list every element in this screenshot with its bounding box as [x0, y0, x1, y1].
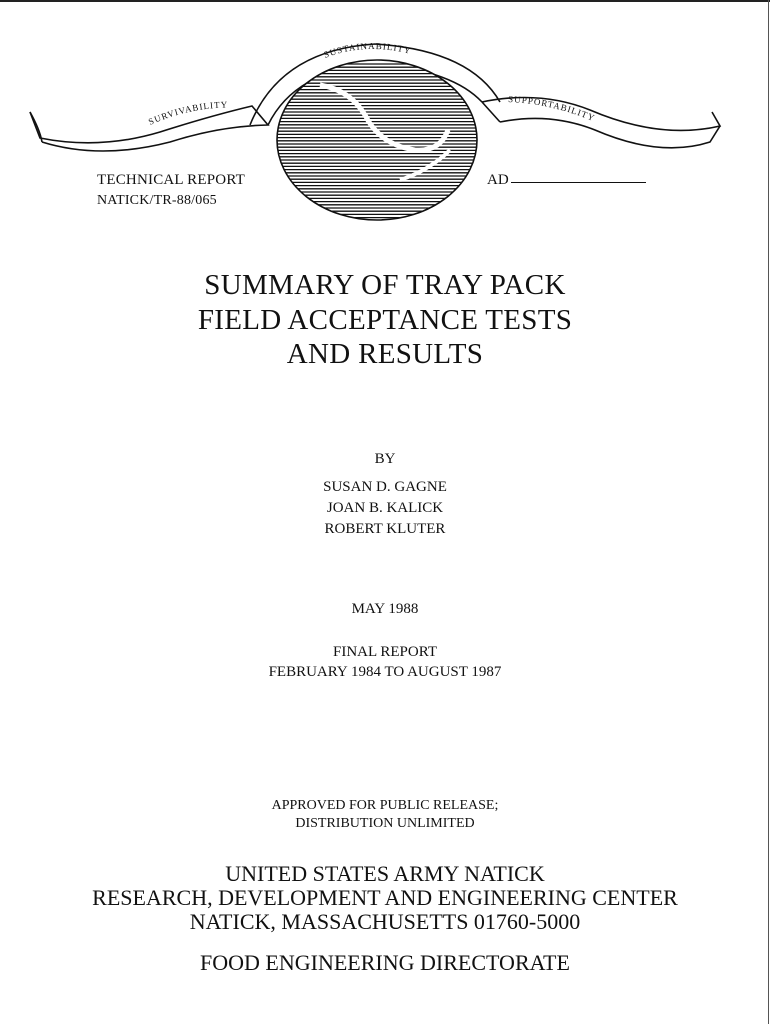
author-name: JOAN B. KALICK: [326, 500, 444, 516]
org-line-3: NATICK, MASSACHUSETTS 01760-5000: [189, 909, 581, 934]
org-line-1: UNITED STATES ARMY NATICK: [225, 861, 545, 886]
report-date: MAY 1988: [351, 601, 419, 617]
report-number: NATICK/TR-88/065: [97, 193, 217, 208]
distribution-line-1: APPROVED FOR PUBLIC RELEASE;: [271, 798, 499, 813]
report-kind: FINAL REPORT: [333, 644, 437, 660]
author-name: SUSAN D. GAGNE: [323, 479, 447, 495]
ad-blank-rule: [511, 182, 646, 183]
report-period: FEBRUARY 1984 TO AUGUST 1987: [268, 664, 502, 680]
author-name: ROBERT KLUTER: [324, 521, 446, 537]
report-title-line-3: AND RESULTS: [286, 338, 484, 370]
byline-by: BY: [374, 451, 396, 467]
org-directorate: FOOD ENGINEERING DIRECTORATE: [200, 950, 570, 975]
org-line-2: RESEARCH, DEVELOPMENT AND ENGINEERING CENTER: [92, 885, 678, 910]
emblem-right-label: SUPPORTABILITY: [507, 93, 597, 124]
ad-field: [487, 172, 646, 189]
page-top-edge: [0, 0, 770, 2]
report-title-line-2: FIELD ACCEPTANCE TESTS: [197, 304, 573, 336]
report-type: TECHNICAL REPORT: [97, 172, 245, 188]
distribution-line-2: DISTRIBUTION UNLIMITED: [295, 816, 475, 831]
ad-label: AD: [487, 172, 509, 188]
emblem-left-label: SURVIVABILITY: [146, 99, 229, 127]
report-title-line-1: SUMMARY OF TRAY PACK: [204, 269, 566, 301]
globe-icon: [270, 60, 482, 220]
emblem-top-label: SUSTAINABILITY: [322, 40, 413, 60]
svg-text:SUSTAINABILITY: [322, 41, 412, 60]
